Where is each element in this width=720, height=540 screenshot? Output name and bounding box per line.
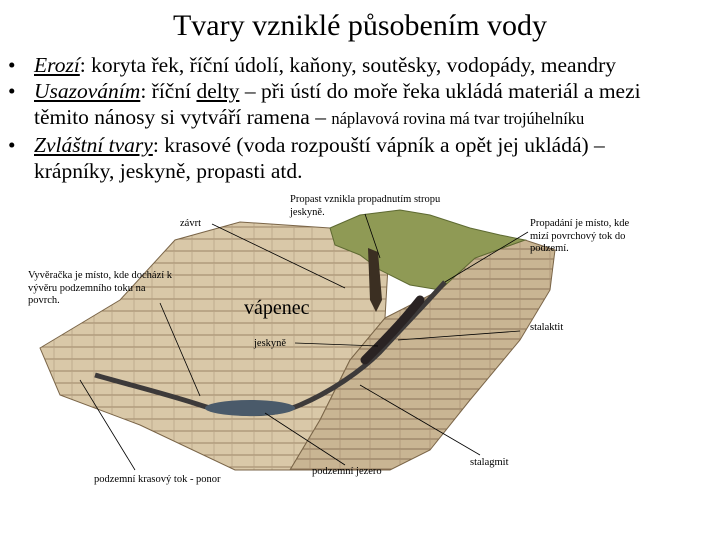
underground-lake <box>205 400 295 416</box>
term-delta: delty <box>196 79 240 103</box>
deposition-line2: těmito nánosy si vytváří ramena – <box>34 105 332 129</box>
special-line2: krápníky, jeskyně, propasti atd. <box>34 159 303 183</box>
slide-title: Tvary vzniklé působením vody <box>172 9 548 42</box>
label-vyveracka: Vyvěračka je místo, kde dochází k vývěru podzemního toku na povrch. <box>28 270 173 306</box>
erosion-text: : koryta řek, říční údolí, kaňony, soutěsky, vodopády, meandry <box>79 53 616 77</box>
label-stalagmit: stalagmit <box>470 457 509 468</box>
term-deposition: Usazováním <box>34 79 141 103</box>
label-propadani: Propadání je místo, kde mizí povrchový tok do podzemí. <box>530 218 630 254</box>
label-vapenec: vápenec <box>244 297 310 319</box>
bullet-dot: • <box>8 79 16 103</box>
label-jezero: podzemní jezero <box>312 466 382 477</box>
deposition-text: – při ústí do moře řeka ukládá materiál a mezi <box>239 79 641 103</box>
label-jeskyne: jeskyně <box>254 338 287 349</box>
term-erosion: Erozí <box>34 53 80 77</box>
special-text: : krasové (voda rozpouští vápník a opět jej ukládá) – <box>152 133 605 157</box>
bullet-dot: • <box>8 133 16 157</box>
deposition-small: náplavová rovina má tvar trojúhelníku <box>331 109 585 128</box>
term-special: Zvláštní tvary <box>34 133 153 157</box>
label-zavrt: závrt <box>180 218 201 229</box>
label-stalaktit: stalaktit <box>530 322 564 333</box>
label-ponor: podzemní krasový tok - ponor <box>94 474 221 485</box>
label-propast: Propast vznikla propadnutím stropu jeskyně. <box>290 194 441 218</box>
bullet-dot: • <box>8 53 16 77</box>
deposition-pre: : říční <box>140 79 197 103</box>
